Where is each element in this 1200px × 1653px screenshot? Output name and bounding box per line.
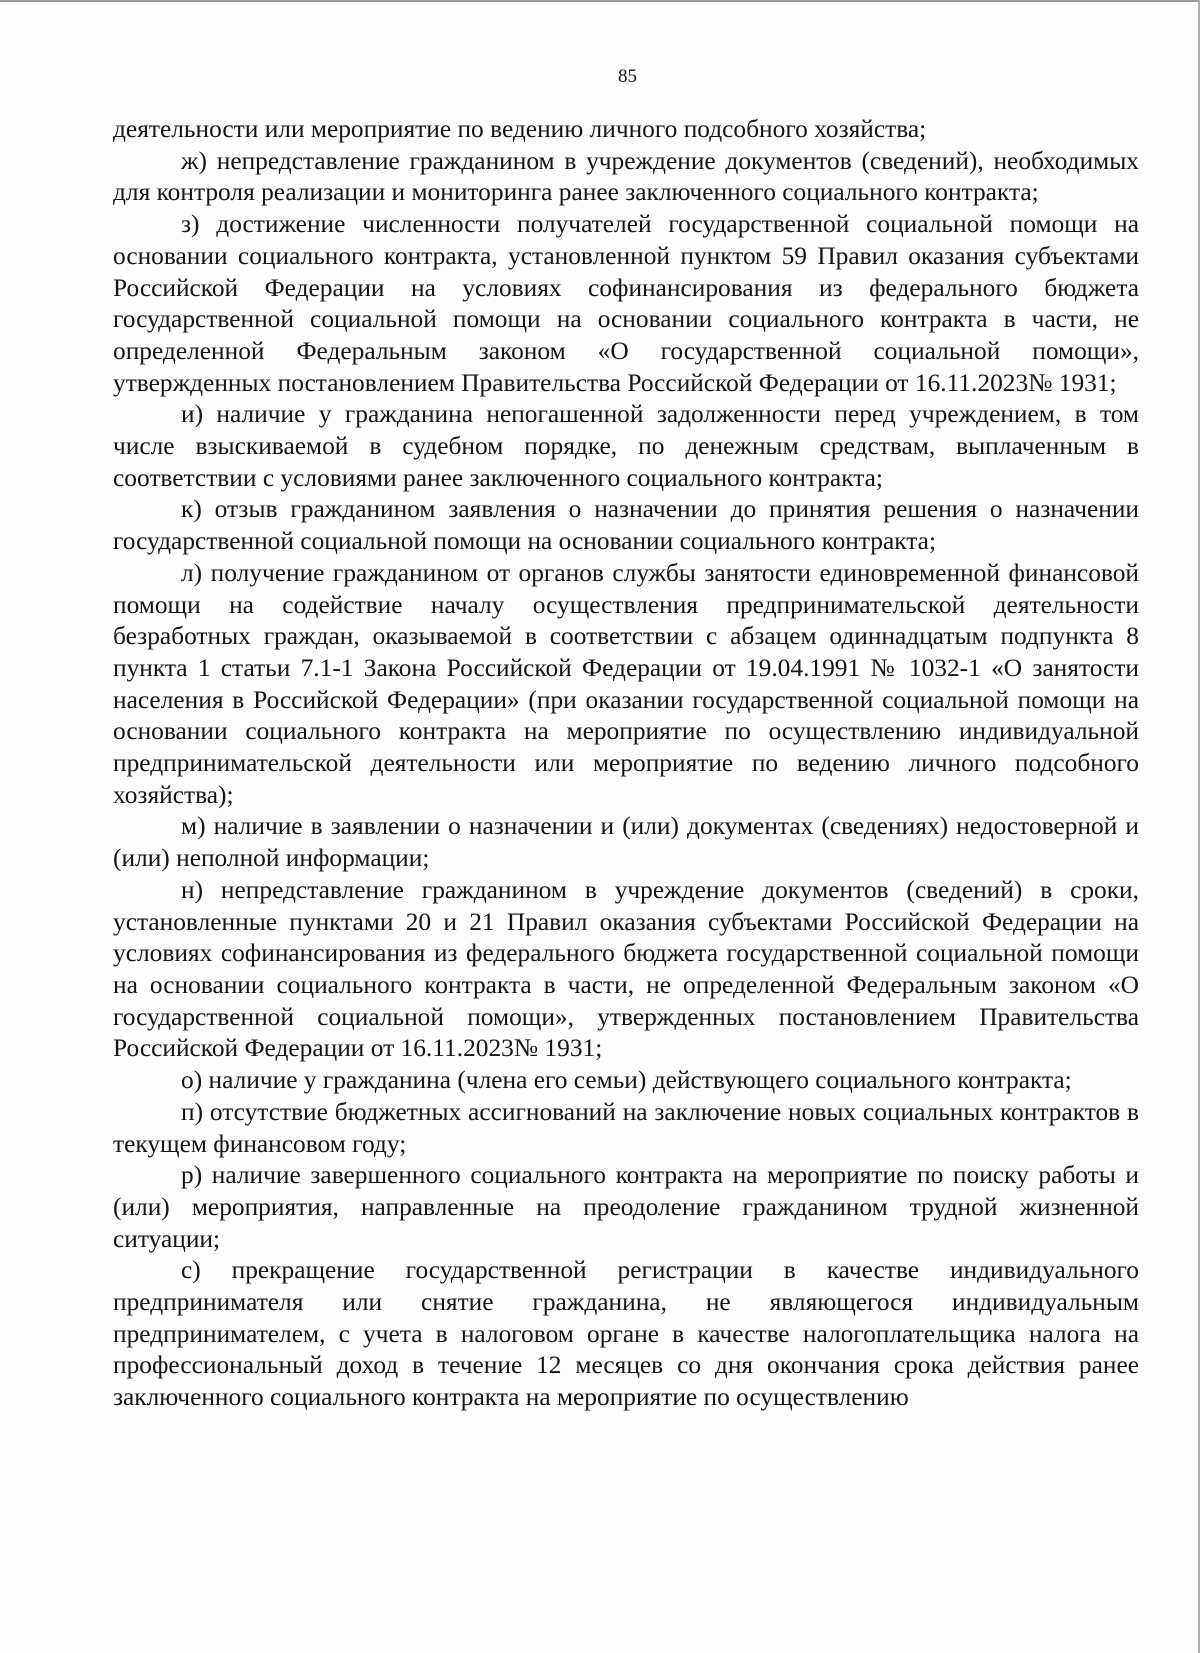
paragraph-r: р) наличие завершенного социального контракта на мероприятие по поиску работы и (или) мероприятия, направленные на преодоление гражданином трудной жизненной ситуации; bbox=[113, 1161, 1139, 1253]
page-number: 85 bbox=[618, 66, 637, 87]
paragraph-p: п) отсутствие бюджетных ассигнований на заключение новых социальных контрактов в текущем финансовом году; bbox=[113, 1097, 1139, 1158]
paragraph-zh: ж) непредставление гражданином в учреждение документов (сведений), необходимых для контроля реализации и мониторинга ранее заключенного социального контракта; bbox=[113, 146, 1139, 207]
paragraph-i: и) наличие у гражданина непогашенной задолженности перед учреждением, в том числе взыскиваемой в судебном порядке, по денежным средствам, выплаченным в соответствии с условиями ранее заключенного социального контракта; bbox=[113, 400, 1139, 492]
scan-edge-top bbox=[0, 0, 1200, 2]
paragraph-continuation: деятельности или мероприятие по ведению личного подсобного хозяйства; bbox=[113, 115, 927, 143]
document-body bbox=[113, 114, 1139, 1414]
paragraph-s: с) прекращение государственной регистрации в качестве индивидуального предпринимателя или снятие гражданина, не являющегося индивидуальным предпринимателем, с учета в налоговом органе в качестве налогоплательщика налога на профессиональный доход в течение 12 месяцев со дня окончания срока действия ранее заключенного социального контракта на мероприятие по осуществлению bbox=[113, 1256, 1139, 1412]
paragraph-m: м) наличие в заявлении о назначении и (или) документах (сведениях) недостоверной и (или) неполной информации; bbox=[113, 812, 1139, 873]
paragraph-o: о) наличие у гражданина (члена его семьи) действующего социального контракта; bbox=[181, 1066, 1072, 1095]
paragraph-n: н) непредставление гражданином в учреждение документов (сведений) в сроки, установленные пунктами 20 и 21 Правил оказания субъектами Российской Федерации на условиях софинансирования из федерального бюджета государственной социальной помощи на основании социального контракта в части, не определенной Федеральным законом «О государственной социальной помощи», утвержденных постановлением Правительства Российской Федерации от 16.11.2023№ 1931; bbox=[113, 875, 1139, 1063]
paragraph-l: л) получение гражданином от органов службы занятости единовременной финансовой помощи на содействие началу осуществления предпринимательской деятельности безработных граждан, оказываемой в соответствии с абзацем одиннадцатым подпункта 8 пункта 1 статьи 7.1-1 Закона Российской Федерации от 19.04.1991 № 1032-1 «О занятости населения в Российской Федерации» (при оказании государственной социальной помощи на основании социального контракта на мероприятие по осуществлению индивидуальной предпринимательской деятельности или мероприятие по ведению личного подсобного хозяйства); bbox=[113, 558, 1139, 809]
paragraph-z: з) достижение численности получателей государственной социальной помощи на основании социального контракта, установленной пунктом 59 Правил оказания субъектами Российской Федерации на условиях софинансирования из федерального бюджета государственной социальной помощи на основании социального контракта в части, не определенной Федеральным законом «О государственной социальной помощи», утвержденных постановлением Правительства Российской Федерации от 16.11.2023№ 1931; bbox=[113, 210, 1139, 397]
paragraph-k: к) отзыв гражданином заявления о назначении до принятия решения о назначении государственной социальной помощи на основании социального контракта; bbox=[113, 495, 1139, 556]
